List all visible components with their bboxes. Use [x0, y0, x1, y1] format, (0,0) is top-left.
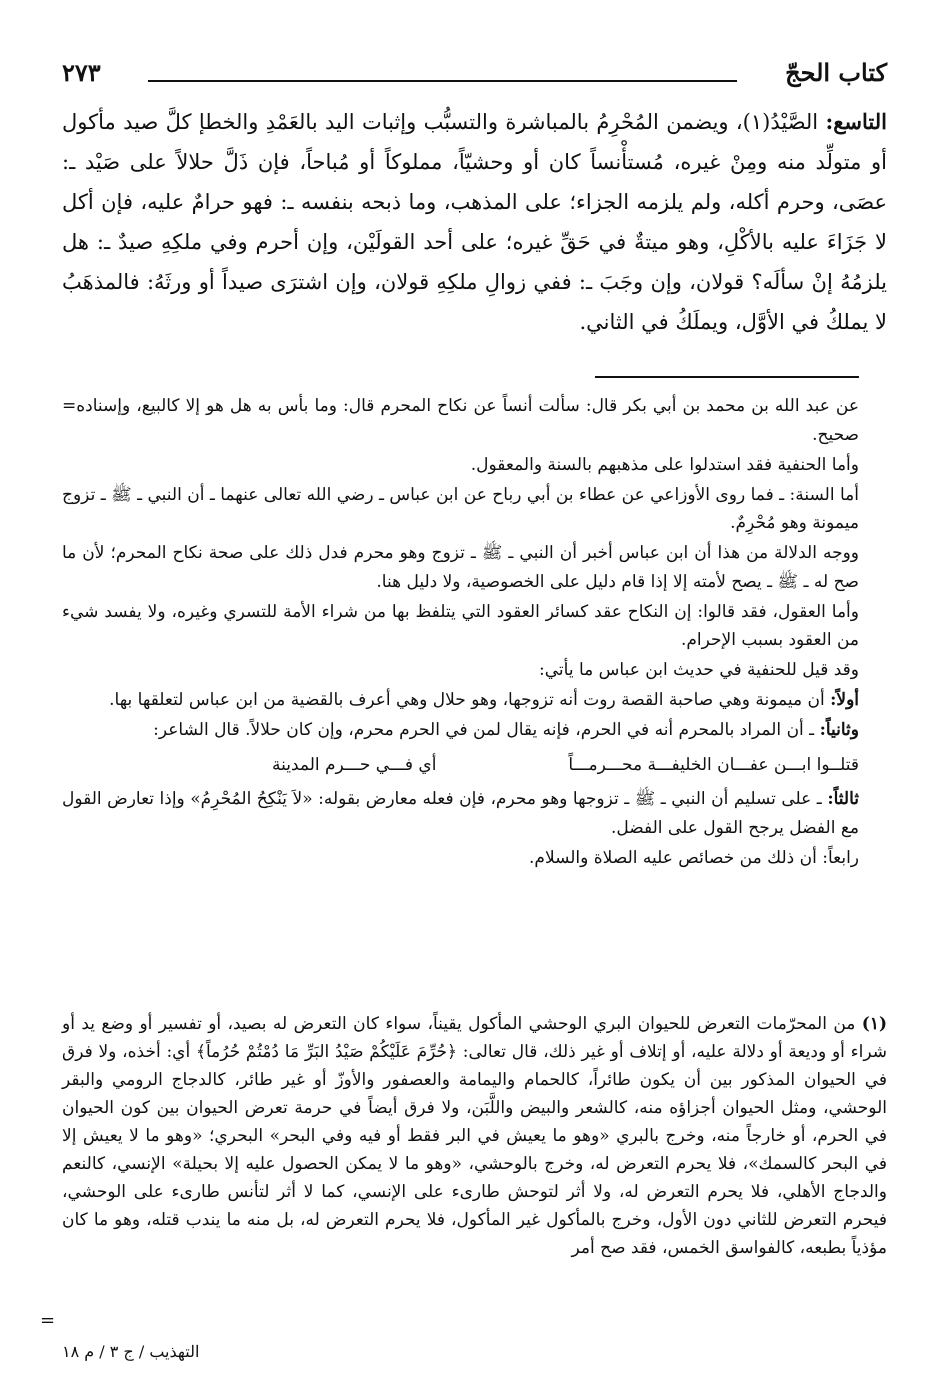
footnote-paragraph: = عن عبد الله بن محمد بن أبي بكر قال: سألت أنساً عن نكاح المحرم قال: وما بأس به هل هو إلا كالبيع، وإسناده صحيح.	[62, 392, 859, 449]
footnote-paragraph: وأما الحنفية فقد استدلوا على مذهبهم بالسنة والمعقول.	[470, 454, 859, 475]
footnotes	[62, 392, 859, 874]
footnote-number: (١)	[861, 1014, 888, 1034]
footnote-paragraph: وثانياً: ـ أن المراد بالمحرم أنه في الحرم، فإنه يقال لمن في الحرم محرم، وإن كان حلالاً. قال الشاعر:	[153, 720, 859, 740]
section-lead: التاسع:	[825, 109, 887, 134]
footnote-1-text: من المحرّمات التعرض للحيوان البري الوحشي المأكول يقيناً، سواء كان التعرض له بصيد، أو تفسير أو وضع يد أو شراء أو وديعة أو دلالة عليه، أو إتلاف أو غير ذلك، قال تعالى: ﴿حُرِّمَ عَلَيْكُمْ صَيْدُ البَرِّ مَا دُمْتُمْ حُرُماً﴾ أي: أخذه، ولا فرق في الحيوان المذكور بين أن يكون طائراً، كالحمام واليمامة والعصفور والأوزّ أو غير طائر، كالدجاج الرومي والبقر الوحشي، ومثل الحيوان أجزاؤه منه، كالشعر والبيض واللَّبَن، ولا فرق أيضاً في حرمة تعرض الحيوان بين كون الحيوان في الحرم، أو خارجاً منه، وخرج بالبري «وهو ما يعيش في البر فقط أو فيه وفي البحر» البحري؛ «وهو ما لا يعيش إلا في البحر كالسمك»، فلا يحرم التعرض له، وخرج بالوحشي، «وهو ما لا يمكن الحصول عليه إلا بحيلة» الإنسي، كالنعم والدجاج الأهلي، فلا يحرم التعرض له، ولا أثر لتوحش طارىء على الإنسي، كما لا أثر لتأنس طارىء على الوحشي، فيحرم التعرض للثاني دون الأول، وخرج بالمأكول غير المأكول، فلا يحرم التعرض له، بل منه ما يندب قتله، وهو ما كان مؤذياً بطبعه، كالفواسق الخمس، فقد صح أمر	[62, 1014, 887, 1258]
poetry-verse	[62, 751, 859, 780]
main-body: الصَّيْدُ(١)، ويضمن المُحْرِمُ بالمباشرة والتسبُّب وإثبات اليد بالعَمْدِ والخطإ كلَّ صيد مأكول أو متولِّد منه ومِنْ غيره، مُستأْنساً كان أو وحشيّاً، مملوكاً أو مُباحاً، فإن ذَلَّ حلالاً على صَيْد ـ: عصَى، وحرم أكله، ولم يلزمه الجزاء؛ على المذهب، وما ذبحه بنفسه ـ: فهو حرامٌ عليه، فإن أكل لا جَزَاءَ عليه بالأكْلِ، وهو ميتةٌ في حَقِّ غيره؛ على أحد القولَيْن، وإن أحرم وفي ملكِهِ صيدٌ ـ: هل يلزمُهُ إنْ سألَه؟ قولان، وإن وجَبَ ـ: ففي زوالِ ملكِهِ قولان، وإن اشترَى صيداً أو ورثَهُ: فالمذهَبُ لا يملكُ في الأوَّل، ويملَكُ في الثاني.	[62, 110, 887, 334]
footnote-paragraph: وأما العقول، فقد قالوا: إن النكاح عقد كسائر العقود التي يتلفظ بها من شراء الأمة للتسري وغيره، ولا يفسد شيء من العقود بسبب الإحرام.	[62, 601, 859, 650]
footnote-paragraph: ووجه الدلالة من هذا أن ابن عباس أخبر أن النبي ـ ﷺ ـ تزوج وهو محرم فدل ذلك على صحة نكاح المحرم؛ لأن ما صح له ـ ﷺ ـ يصح لأمته إلا إذا قام دليل على الخصوصية، ولا دليل هنا.	[62, 543, 859, 592]
continuation-marker: =	[62, 396, 77, 416]
footnote-paragraph: وقد قيل للحنفية في حديث ابن عباس ما يأتي:	[539, 660, 859, 680]
footnote-paragraph: أولاً: أن ميمونة وهي صاحبة القصة روت أنه تزوجها، وهو حلال وهي أعرف بالقضية من ابن عباس لتعلقها بها.	[109, 690, 859, 710]
footnote-1	[62, 1010, 887, 1262]
signature-footer: التهذيب / ج ٣ / م ١٨	[62, 1342, 200, 1361]
footnote-paragraph: رابعاً: أن ذلك من خصائص عليه الصلاة والسلام.	[529, 847, 859, 868]
book-title: كتاب الحجّ	[785, 58, 887, 87]
verse-hemistich-b: أي فـــي حـــرم المدينة	[272, 754, 437, 775]
continuation-marker: =	[40, 1310, 56, 1331]
main-text	[62, 102, 887, 342]
header-rule	[148, 80, 737, 82]
running-header	[62, 52, 887, 92]
page-number: ٢٧٣	[62, 58, 101, 87]
footnote-separator	[595, 376, 859, 378]
footnote-paragraph: أما السنة: ـ فما روى الأوزاعي عن عطاء بن أبي رباح عن ابن عباس ـ رضي الله تعالى عنهما ـ أن النبي ـ ﷺ ـ تزوج ميمونة وهو مُحْرِمٌ.	[62, 484, 859, 533]
verse-hemistich-a: قتلــوا ابـــن عفـــان الخليفـــة محـــرمـــاً	[568, 754, 859, 775]
footnote-paragraph: ثالثاً: ـ على تسليم أن النبي ـ ﷺ ـ تزوجها وهو محرم، فإن فعله معارض بقوله: «لاَ يَنْكِحُ المُحْرِمُ» وإذا تعارض القول مع الفضل يرجح القول على الفضل.	[62, 789, 859, 838]
